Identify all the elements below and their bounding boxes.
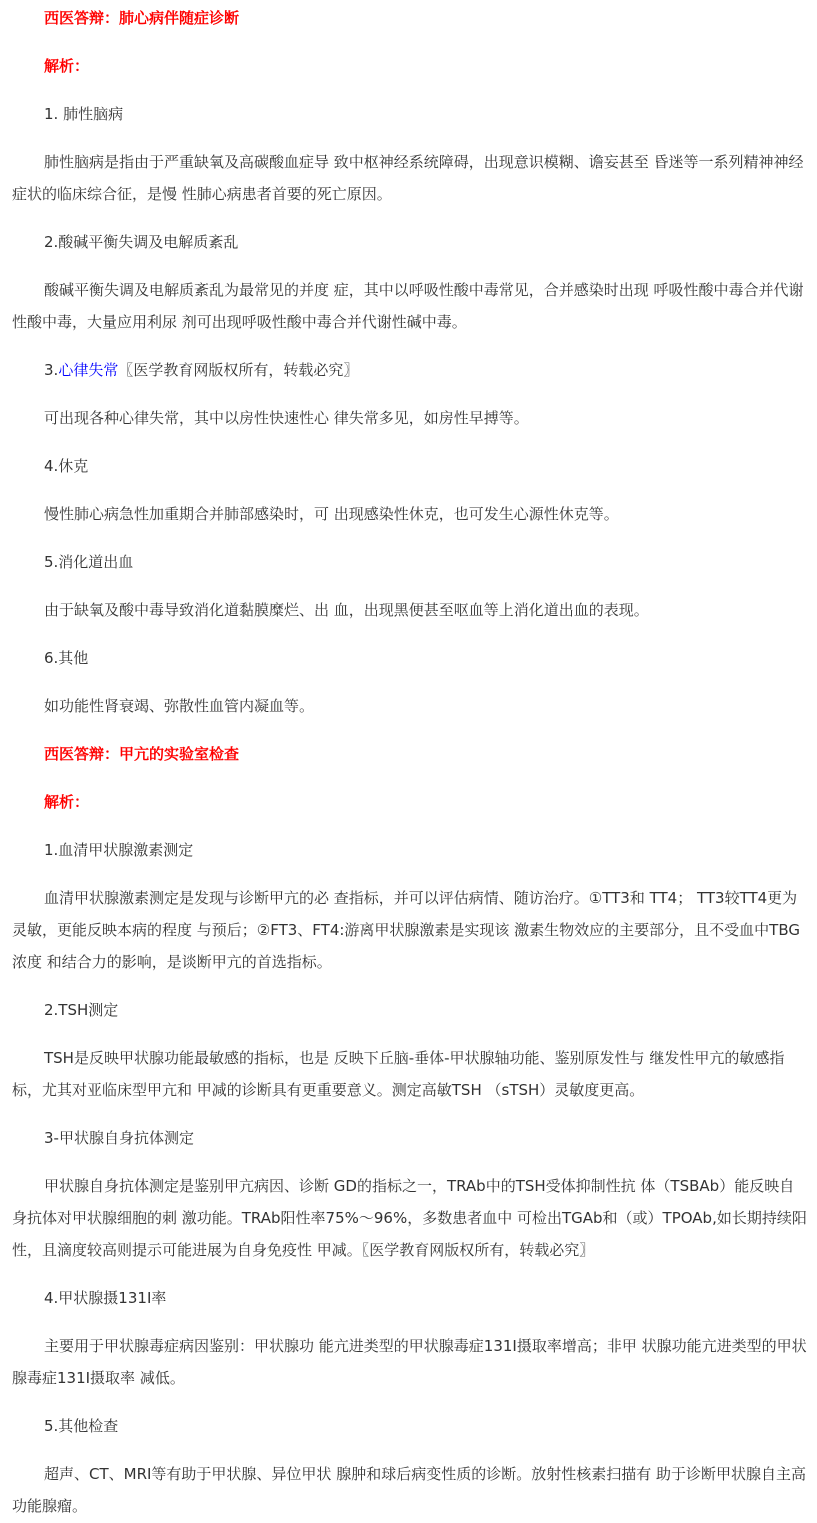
item3-prefix: 3. bbox=[44, 361, 59, 379]
section2-item1-heading: 1.血清甲状腺激素测定 bbox=[44, 841, 194, 859]
section2-item4-body: 主要用于甲状腺毒症病因鉴别：甲状腺功 能亢进类型的甲状腺毒症131I摄取率增高；非甲 状腺功能亢进类型的甲状腺毒症131I摄取率 减低。 bbox=[12, 1337, 807, 1387]
section1-item6-heading: 6.其他 bbox=[44, 649, 89, 667]
section1-item1-body: 肺性脑病是指由于严重缺氧及高碳酸血症导 致中枢神经系统障碍，出现意识模糊、谵妄甚至 昏迷等一系列精神神经症状的临床综合征，是慢 性肺心病患者首要的死亡原因。 bbox=[12, 153, 804, 203]
section2-item3-body: 甲状腺自身抗体测定是鉴别甲亢病因、诊断 GD的指标之一，TRAb中的TSH受体抑制性抗 体（TSBAb）能反映自身抗体对甲状腺细胞的刺 激功能。TRAb阳性率75%～96%，多数患者血中 可检出TGAb和（或）TPOAb,如长期持续阳 性，且滴度较高则提示可能进展为自身免疫性 甲减。〖医学教育网版权所有，转载必究〗 bbox=[12, 1177, 807, 1259]
section2-item3-heading: 3-甲状腺自身抗体测定 bbox=[44, 1129, 194, 1147]
section2-item5-body: 超声、CT、MRI等有助于甲状腺、异位甲状 腺肿和球后病变性质的诊断。放射性核素扫描有 助于诊断甲状腺自主高功能腺瘤。 bbox=[12, 1465, 806, 1515]
section2-item2-body: TSH是反映甲状腺功能最敏感的指标，也是 反映下丘脑-垂体-甲状腺轴功能、鉴别原发性与 继发性甲亢的敏感指标，尤其对亚临床型甲亢和 甲减的诊断具有更重要意义。测定高敏TSH （sTSH）灵敏度更高。 bbox=[12, 1049, 785, 1099]
section1-title: 西医答辩：肺心病伴随症诊断 bbox=[44, 9, 240, 27]
section2-title: 西医答辩：甲亢的实验室检查 bbox=[44, 745, 240, 763]
section2-item2-heading: 2.TSH测定 bbox=[44, 1001, 119, 1019]
section2-item4-heading: 4.甲状腺摄131I率 bbox=[44, 1289, 167, 1307]
copyright-note: 〖医学教育网版权所有，转载必究〗 bbox=[118, 361, 359, 379]
section1-item5-heading: 5.消化道出血 bbox=[44, 553, 134, 571]
section1-analysis-label: 解析： bbox=[44, 57, 90, 75]
section1-item1-heading: 1. 肺性脑病 bbox=[44, 105, 124, 123]
section1-item2-body: 酸碱平衡失调及电解质紊乱为最常见的并度 症，其中以呼吸性酸中毒常见，合并感染时出现 呼吸性酸中毒合并代谢性酸中毒，大量应用利尿 剂可出现呼吸性酸中毒合并代谢性碱中毒。 bbox=[12, 281, 804, 331]
section2-analysis-label: 解析： bbox=[44, 793, 90, 811]
article bbox=[0, 2, 817, 1523]
section2-item1-body: 血清甲状腺激素测定是发现与诊断甲亢的必 查指标，并可以评估病情、随访治疗。①TT3和 TT4； TT3较TT4更为灵敏，更能反映本病的程度 与预后；②FT3、FT4:游离甲状腺激素是实现该 激素生物效应的主要部分，且不受血中TBG浓度 和结合力的影响，是谈断甲亢的首选指标。 bbox=[12, 889, 800, 971]
section1-item4-body: 慢性肺心病急性加重期合并肺部感染时，可 出现感染性休克，也可发生心源性休克等。 bbox=[44, 505, 619, 523]
section1-item4-heading: 4.休克 bbox=[44, 457, 89, 475]
section2-item5-heading: 5.其他检查 bbox=[44, 1417, 119, 1435]
arrhythmia-link[interactable]: 心律失常 bbox=[58, 361, 119, 379]
section1-item3-heading bbox=[12, 354, 809, 386]
section1-item2-heading: 2.酸碱平衡失调及电解质紊乱 bbox=[44, 233, 239, 251]
section1-item6-body: 如功能性肾衰竭、弥散性血管内凝血等。 bbox=[44, 697, 315, 715]
section1-item3-body: 可出现各种心律失常，其中以房性快速性心 律失常多见，如房性早搏等。 bbox=[44, 409, 529, 427]
section1-item5-body: 由于缺氧及酸中毒导致消化道黏膜糜烂、出 血，出现黑便甚至呕血等上消化道出血的表现。 bbox=[44, 601, 649, 619]
